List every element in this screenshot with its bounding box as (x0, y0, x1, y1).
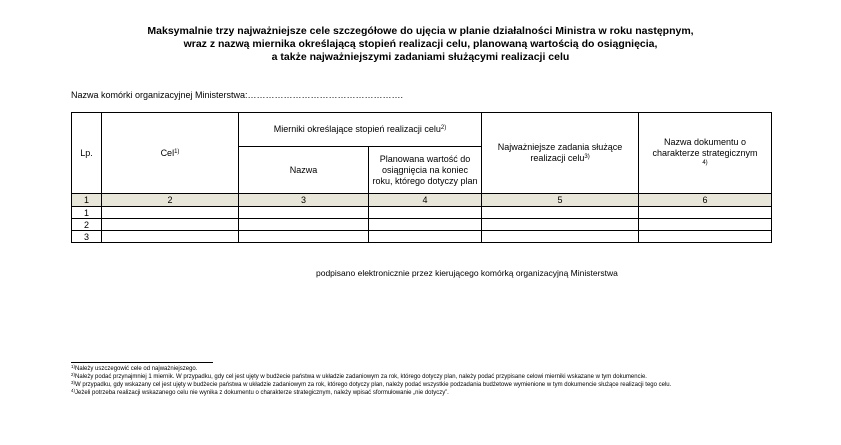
cell-cel[interactable] (102, 219, 239, 231)
cell-planowana[interactable] (369, 219, 482, 231)
cell-zadania[interactable] (482, 207, 639, 219)
header-mierniki: Mierniki określające stopień realizacji celu$^{2)}$ (239, 113, 482, 147)
footnote-divider (71, 362, 213, 363)
footnote-4: $^{4)}$Jeżeli potrzeba realizacji wskazanego celu nie wynika z dokumentu o charakterze strategicznym, należy wpisać sformułowanie „nie dotyczy”. (71, 388, 449, 396)
table-row (72, 219, 772, 231)
header-nazwa: Nazwa (239, 147, 369, 194)
column-number: 4 (369, 194, 482, 207)
row-lp: 2 (72, 219, 102, 231)
column-number: 3 (239, 194, 369, 207)
form-title (0, 25, 841, 64)
cell-dokument[interactable] (639, 207, 772, 219)
cell-cel[interactable] (102, 231, 239, 243)
row-lp: 1 (72, 207, 102, 219)
footnote-marker: 1) (71, 364, 76, 369)
title-line-2: wraz z nazwą miernika określającą stopień realizacji celu, planowaną wartością do osiągnięcia, (183, 38, 658, 50)
header-lp: Lp. (72, 113, 102, 194)
signature-note: podpisano elektronicznie przez kierującego komórką organizacyjną Ministerstwa (316, 268, 618, 278)
cell-zadania[interactable] (482, 219, 639, 231)
footnote-3: $^{3)}$W przypadku, gdy wskazany cel jest ujęty w budżecie państwa w układzie zadaniowym za rok, którego dotyczy plan, należy podać wszystkie podzadania budżetowe wymienione w tym dokumencie służące realizacji tego celu. (71, 380, 672, 388)
organizational-unit-label: Nazwa komórki organizacyjnej Ministerstwa:……………………………………………. (71, 90, 404, 100)
column-number-row (72, 194, 772, 207)
cell-planowana[interactable] (369, 207, 482, 219)
cell-nazwa[interactable] (239, 219, 369, 231)
cell-dokument[interactable] (639, 219, 772, 231)
footnote-ref: 3) (584, 154, 590, 160)
footnote-ref: 2) (440, 125, 447, 131)
cell-dokument[interactable] (639, 231, 772, 243)
header-planowana: Planowana wartość do osiągnięcia na koniec roku, którego dotyczy plan (369, 147, 482, 194)
title-line-1: Maksymalnie trzy najważniejsze cele szczegółowe do ujęcia w planie działalności Ministra w roku następnym, (147, 25, 694, 37)
column-number: 1 (72, 194, 102, 207)
objectives-table (71, 112, 772, 243)
footnote-marker: 3) (71, 380, 76, 385)
cell-planowana[interactable] (369, 231, 482, 243)
title-line-3: a także najważniejszymi zadaniami służącymi realizacji celu (271, 51, 570, 63)
table-row (72, 231, 772, 243)
header-dokument: Nazwa dokumentu o charakterze strategicznym $^{4)}$ (639, 113, 772, 194)
footnote-1: $^{1)}$Należy uszczegowić cele od najważniejszego. (71, 364, 198, 372)
cell-zadania[interactable] (482, 231, 639, 243)
header-cel: Cel$^{1)}$ (102, 113, 239, 194)
column-number: 2 (102, 194, 239, 207)
column-number: 6 (639, 194, 772, 207)
row-lp: 3 (72, 231, 102, 243)
cell-nazwa[interactable] (239, 207, 369, 219)
header-zadania: Najważniejsze zadania służące realizacji celu$^{3)}$ (482, 113, 639, 194)
table-row (72, 207, 772, 219)
footnotes (71, 365, 761, 397)
footnote-ref: 1) (174, 148, 180, 155)
footnote-ref: 4) (702, 159, 708, 166)
footnote-marker: 2) (71, 372, 76, 377)
cell-cel[interactable] (102, 207, 239, 219)
footnote-marker: 4) (71, 388, 76, 393)
footnote-2: $^{2)}$Należy podać przynajmniej 1 miernik. W przypadku, gdy cel jest ujęty w budżecie państwa w układzie zadaniowym za rok, którego dotyczy plan, należy podać przypisane celowi mierniki wskazane w tym dokumencie. (71, 372, 647, 380)
column-number: 5 (482, 194, 639, 207)
cell-nazwa[interactable] (239, 231, 369, 243)
